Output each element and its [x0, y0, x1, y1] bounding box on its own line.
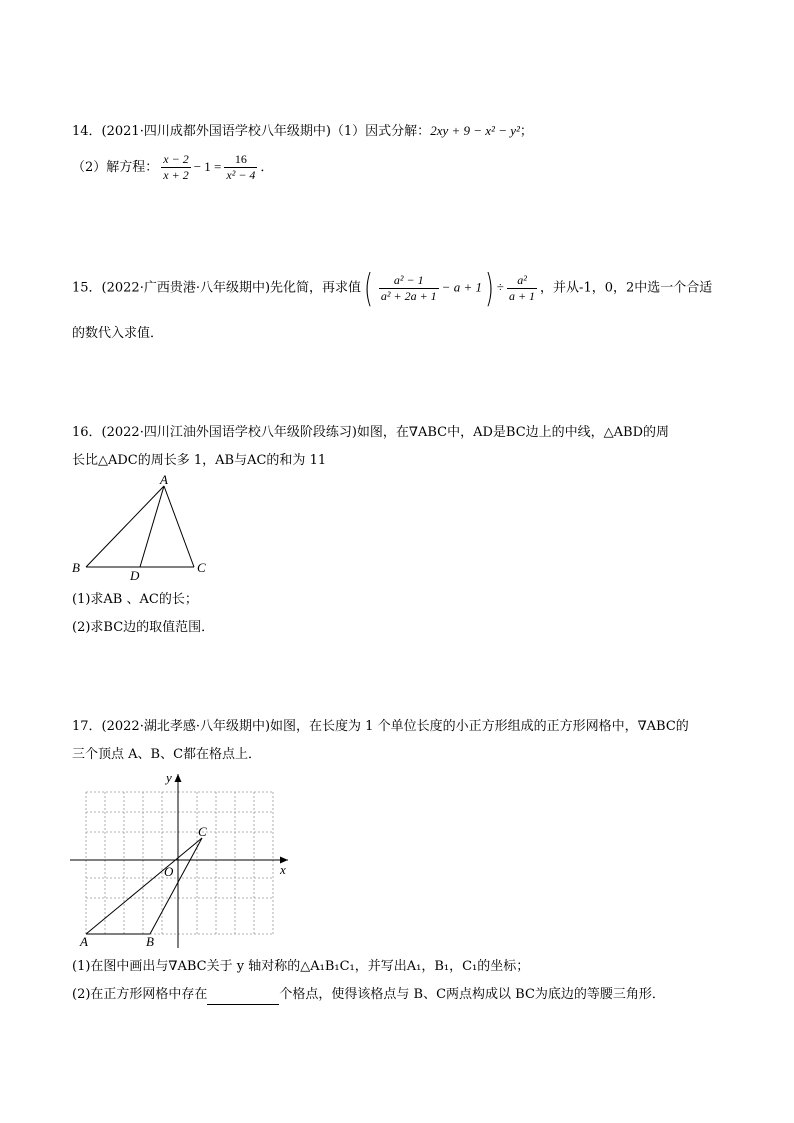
q15-f1-num: a² − 1: [379, 273, 439, 289]
q15-label: 15．(2022·广西贵港·八年级期中)先化简，再求值: [72, 280, 362, 296]
q14-mid: − 1 =: [193, 159, 222, 174]
q14-label: 14．(2021·四川成都外国语学校八年级期中)（1）因式分解：: [72, 124, 431, 139]
q17-grid-figure: [66, 768, 298, 950]
q15-fraction-1: [379, 273, 439, 304]
q15-line2: 的数代入求值．: [72, 326, 164, 341]
label-b: B: [72, 560, 80, 575]
q15-divide: ÷: [496, 279, 504, 295]
q16-line1: 16．(2022·四川江油外国语学校八年级阶段练习)如图，在∇ABC中，AD是BC边上的中线，△ABD的周: [72, 425, 670, 440]
label-a: A: [160, 472, 168, 487]
q15-mid: − a + 1: [441, 279, 482, 295]
answer-blank[interactable]: [207, 990, 279, 1005]
q17-sub2-prefix: (2)在正方形网格中存在: [72, 987, 208, 1002]
q14-period: ．: [260, 160, 274, 175]
q15-line1: [72, 268, 712, 308]
label-c: C: [197, 560, 206, 575]
q14-fraction-1: [161, 152, 190, 183]
label-o: O: [164, 864, 174, 879]
label-c: C: [198, 824, 207, 839]
y-axis-arrow-icon: [175, 774, 182, 782]
q15-f2-num: a²: [507, 273, 537, 289]
q17-sub1: (1)在图中画出与∇ABC关于 y 轴对称的△A₁B₁C₁，并写出A₁，B₁，C₁的坐标；: [72, 959, 530, 974]
q17-sub2: [72, 985, 665, 1005]
q14-part2-label: （2）解方程：: [72, 160, 159, 175]
q14-expression: 2xy + 9 − x² − y²: [430, 123, 520, 138]
label-a: A: [80, 934, 88, 949]
q17-sub2-suffix: 个格点，使得该格点与 B、C两点构成以 BC为底边的等腰三角形．: [279, 987, 665, 1002]
q16-triangle-figure: [66, 472, 226, 584]
q14-end: ；: [519, 124, 533, 139]
q15-fraction-2: [507, 273, 537, 304]
q17-line2: 三个顶点 A、B、C都在格点上．: [72, 747, 262, 762]
q15-f1-den: a² + 2a + 1: [380, 288, 437, 303]
right-paren: ): [484, 266, 494, 310]
side-ac: [164, 486, 194, 567]
side-bc: [150, 838, 202, 934]
q16-line2: 长比△ADC的周长多 1，AB与AC的和为 11: [72, 453, 327, 468]
grid-lines: [86, 792, 273, 934]
label-x: x: [280, 862, 286, 877]
q14-line2: [72, 152, 273, 183]
label-y: y: [166, 770, 172, 785]
q16-sub1: (1)求AB 、AC的长；: [72, 592, 198, 607]
left-paren: (: [364, 266, 373, 310]
q17-line1: 17．(2022·湖北孝感·八年级期中)如图，在长度为 1 个单位长度的小正方形组成的正方形网格中，∇ABC的: [72, 719, 689, 734]
q14-frac1-num: x − 2: [163, 152, 189, 166]
q15-f2-den: a + 1: [508, 288, 536, 303]
side-ac: [86, 838, 202, 934]
q14-frac2-num: 16: [224, 152, 257, 168]
q16-sub2: (2)求BC边的取值范围．: [72, 620, 215, 635]
q15-suffix: ，并从-1，0，2中选一个合适: [540, 280, 713, 296]
q14-fraction-2: [224, 152, 257, 183]
q14-frac1-den: x + 2: [163, 168, 189, 182]
label-b: B: [146, 934, 154, 949]
label-d: D: [130, 568, 140, 583]
q14-frac2-den: x² − 4: [226, 168, 256, 182]
q14-line1: [72, 121, 533, 142]
